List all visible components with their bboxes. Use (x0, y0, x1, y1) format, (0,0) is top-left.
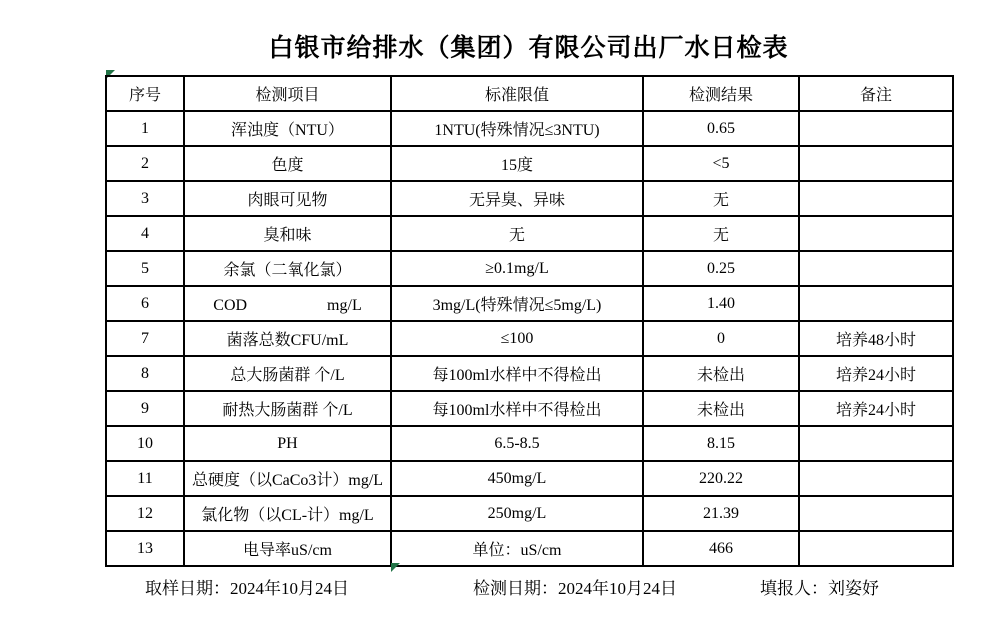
cell-result: 未检出 (643, 356, 799, 391)
cell-error-marker-icon (391, 563, 400, 572)
cell-result: 466 (643, 531, 799, 566)
cell-result: <5 (643, 146, 799, 181)
cell-note: 培养48小时 (799, 321, 953, 356)
cell-limit: 6.5-8.5 (391, 426, 643, 461)
cell-item: 总大肠菌群 个/L (184, 356, 391, 391)
cell-item: 氯化物（以CL-计）mg/L (184, 496, 391, 531)
cell-no: 11 (106, 461, 184, 496)
cell-no: 10 (106, 426, 184, 461)
cell-result: 21.39 (643, 496, 799, 531)
cell-item: 肉眼可见物 (184, 181, 391, 216)
footer (0, 574, 983, 598)
header-result: 检测结果 (643, 76, 799, 111)
table-row (106, 426, 953, 461)
cell-limit: 无 (391, 216, 643, 251)
page-title: 白银市给排水（集团）有限公司出厂水日检表 (268, 35, 789, 62)
cell-no: 6 (106, 286, 184, 321)
cell-note (799, 496, 953, 531)
cell-item: 臭和味 (184, 216, 391, 251)
table-row (106, 461, 953, 496)
cell-limit: 单位：uS/cm (391, 531, 643, 566)
table-row (106, 531, 953, 566)
table-row (106, 181, 953, 216)
cell-no: 13 (106, 531, 184, 566)
table-row (106, 146, 953, 181)
cell-no: 8 (106, 356, 184, 391)
table-row (106, 251, 953, 286)
cell-result: 8.15 (643, 426, 799, 461)
cell-note (799, 146, 953, 181)
test-date-label: 检测日期：2024年10月24日 (473, 579, 677, 598)
cell-no: 12 (106, 496, 184, 531)
table-row (106, 496, 953, 531)
cell-result: 0.25 (643, 251, 799, 286)
cell-item: 余氯（二氧化氯） (184, 251, 391, 286)
header-item: 检测项目 (184, 76, 391, 111)
cell-no: 1 (106, 111, 184, 146)
cell-result: 1.40 (643, 286, 799, 321)
cell-note: 培养24小时 (799, 391, 953, 426)
table-row (106, 111, 953, 146)
reporter-label: 填报人：刘姿妤 (760, 579, 879, 598)
inspection-table (105, 75, 954, 567)
cell-note: 培养24小时 (799, 356, 953, 391)
cell-result: 0 (643, 321, 799, 356)
cell-item: PH (184, 426, 391, 461)
cell-limit: 无异臭、异味 (391, 181, 643, 216)
header-limit: 标准限值 (391, 76, 643, 111)
cell-limit: 15度 (391, 146, 643, 181)
cell-note (799, 426, 953, 461)
cell-item: 耐热大肠菌群 个/L (184, 391, 391, 426)
cell-item: COD mg/L (184, 286, 391, 321)
cell-limit: 每100ml水样中不得检出 (391, 356, 643, 391)
cell-limit: ≤100 (391, 321, 643, 356)
table-row (106, 391, 953, 426)
cell-result: 无 (643, 181, 799, 216)
cell-note (799, 461, 953, 496)
cell-no: 7 (106, 321, 184, 356)
header-note: 备注 (799, 76, 953, 111)
cell-note (799, 251, 953, 286)
table-row (106, 356, 953, 391)
cell-no: 9 (106, 391, 184, 426)
cell-result: 0.65 (643, 111, 799, 146)
cell-note (799, 531, 953, 566)
cell-result: 无 (643, 216, 799, 251)
cell-limit: 每100ml水样中不得检出 (391, 391, 643, 426)
table-row (106, 216, 953, 251)
table-header-row (106, 76, 953, 111)
cell-note (799, 286, 953, 321)
cell-note (799, 181, 953, 216)
cell-limit: 1NTU(特殊情况≤3NTU) (391, 111, 643, 146)
cell-no: 3 (106, 181, 184, 216)
cell-result: 未检出 (643, 391, 799, 426)
cell-limit: ≥0.1mg/L (391, 251, 643, 286)
cell-no: 2 (106, 146, 184, 181)
cell-item: 总硬度（以CaCo3计）mg/L (184, 461, 391, 496)
cell-item: 浑浊度（NTU） (184, 111, 391, 146)
cell-note (799, 216, 953, 251)
cell-limit: 250mg/L (391, 496, 643, 531)
cell-limit: 3mg/L(特殊情况≤5mg/L) (391, 286, 643, 321)
cell-limit: 450mg/L (391, 461, 643, 496)
cell-result: 220.22 (643, 461, 799, 496)
cell-item: 菌落总数CFU/mL (184, 321, 391, 356)
header-no: 序号 (106, 76, 184, 111)
cell-note (799, 111, 953, 146)
sampling-date-label: 取样日期：2024年10月24日 (145, 579, 349, 598)
cell-no: 4 (106, 216, 184, 251)
cell-item: 色度 (184, 146, 391, 181)
cell-no: 5 (106, 251, 184, 286)
table-row (106, 321, 953, 356)
cell-item: 电导率uS/cm (184, 531, 391, 566)
table-row (106, 286, 953, 321)
